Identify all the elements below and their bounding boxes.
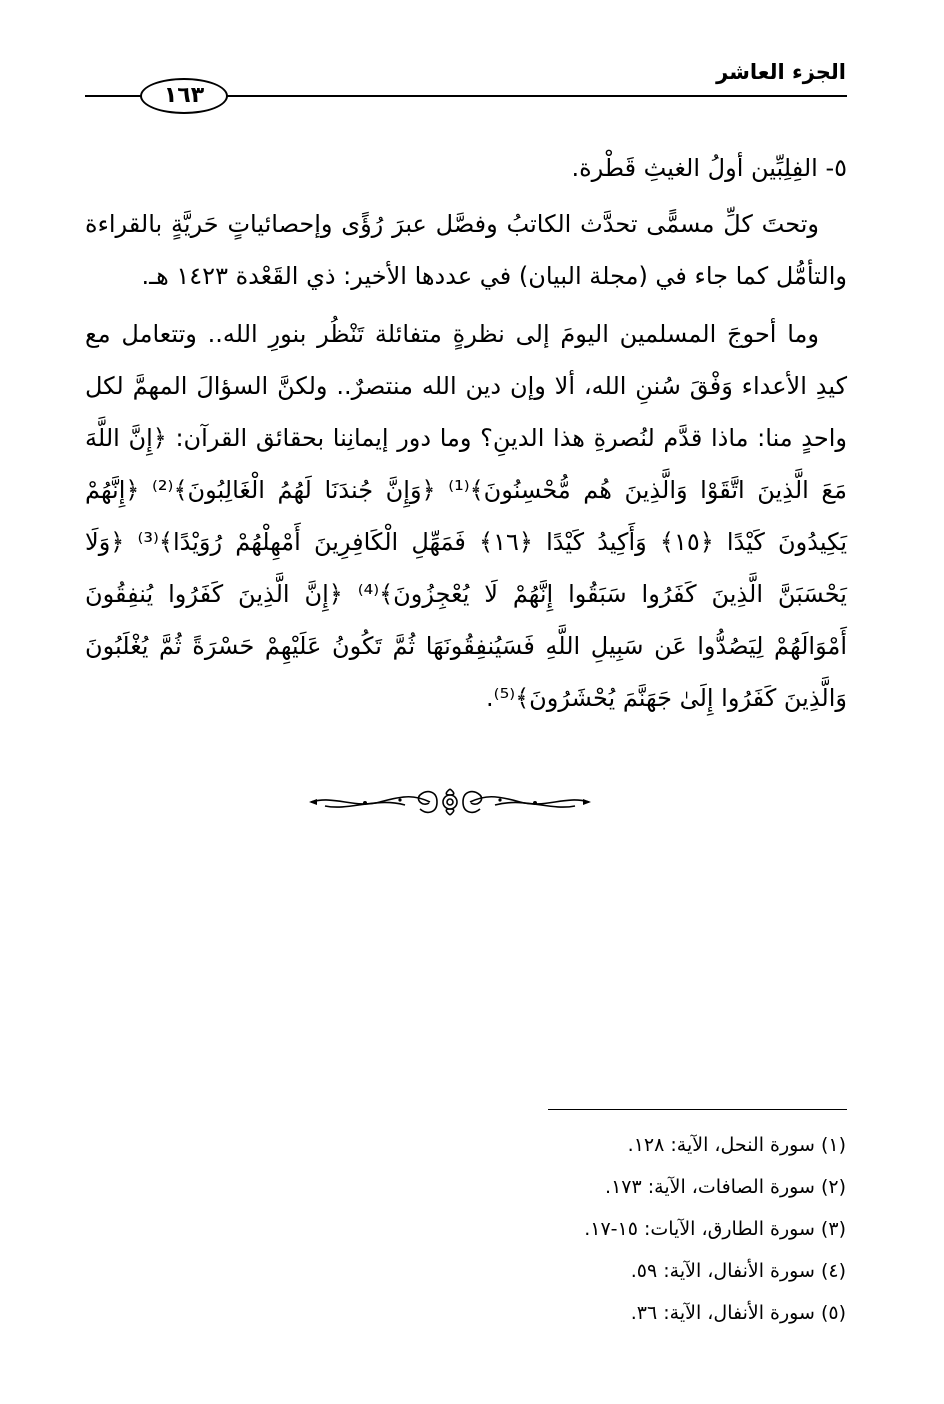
footnote-4: (٤) سورة الأنفال، الآية: ٥٩. bbox=[630, 1260, 846, 1282]
footnote-5: (٥) سورة الأنفال، الآية: ٣٦. bbox=[630, 1302, 846, 1324]
footnote-1: (١) سورة النحل، الآية: ١٢٨. bbox=[627, 1134, 846, 1156]
main-text bbox=[85, 142, 847, 724]
paragraph-1: وتحتَ كلِّ مسمًّى تحدَّث الكاتبُ وفصَّل عبرَ رُؤًى وإحصائياتٍ حَريَّةٍ بالقراءة والتأمُّل كما جاء في (مجلة البيان) في عددها الأخير: ذي القَعْدة ١٤٢٣ هـ. bbox=[85, 210, 847, 290]
running-title: الجزء العاشر bbox=[716, 60, 846, 84]
floral-ornament-icon bbox=[305, 785, 595, 819]
footnote-rule bbox=[548, 1109, 847, 1110]
footnote-2: (٢) سورة الصافات، الآية: ١٧٣. bbox=[605, 1176, 846, 1198]
paragraph-2: وما أحوجَ المسلمين اليومَ إلى نظرةٍ متفائلة تَنْظُر بنورِ الله.. وتتعامل مع كيدِ الأعداء وَفْقَ سُننِ الله، ألا وإن دين الله منتصرٌ.. ولكنَّ السؤالَ المهمَّ لكل واحدٍ منا: ماذا قدَّم لنُصرةِ هذا الدينِ؟ وما دور إيمانِنا بحقائق القرآن: ﴿إِنَّ اللَّهَ مَعَ الَّذِينَ اتَّقَوْا وَالَّذِينَ هُم مُّحْسِنُونَ﴾⁽¹⁾ ﴿وَإِنَّ جُندَنَا لَهُمُ الْغَالِبُونَ﴾⁽²⁾ ﴿إِنَّهُمْ يَكِيدُونَ كَيْدًا ﴿١٥﴾ وَأَكِيدُ كَيْدًا ﴿١٦﴾ فَمَهِّلِ الْكَافِرِينَ أَمْهِلْهُمْ رُوَيْدًا﴾⁽³⁾ ﴿وَلَا يَحْسَبَنَّ الَّذِينَ كَفَرُوا سَبَقُوا إِنَّهُمْ لَا يُعْجِزُونَ﴾⁽⁴⁾ ﴿إِنَّ الَّذِينَ كَفَرُوا يُنفِقُونَ أَمْوَالَهُمْ لِيَصُدُّوا عَن سَبِيلِ اللَّهِ فَسَيُنفِقُونَهَا ثُمَّ تَكُونُ عَلَيْهِمْ حَسْرَةً ثُمَّ يُغْلَبُونَ وَالَّذِينَ كَفَرُوا إِلَىٰ جَهَنَّمَ يُحْشَرُونَ﴾⁽⁵⁾. bbox=[85, 320, 848, 712]
page-number: ١٦٣ bbox=[163, 83, 205, 108]
footnotes bbox=[426, 1124, 846, 1334]
oval-frame-icon bbox=[140, 78, 228, 114]
list-item-5: ٥- الفِلِبِّين أولُ الغيثِ قَطْرة. bbox=[571, 154, 847, 182]
footnote-3: (٣) سورة الطارق، الآيات: ١٥-١٧. bbox=[584, 1218, 846, 1240]
